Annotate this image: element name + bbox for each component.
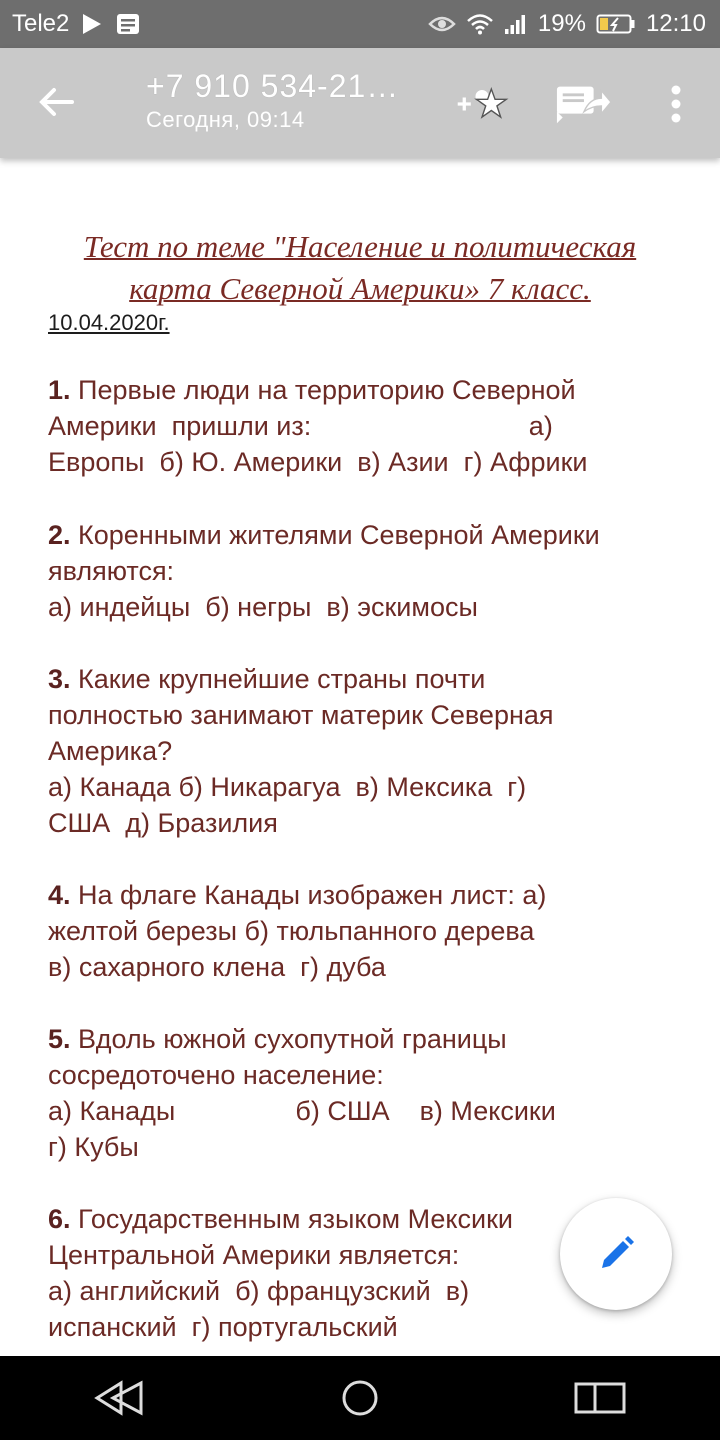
- status-bar: [0, 0, 720, 48]
- question-text: сосредоточено население:: [48, 1060, 384, 1090]
- question-number: 5.: [48, 1024, 71, 1054]
- app-bar: [0, 48, 720, 158]
- question-4: [48, 877, 678, 985]
- back-arrow-icon: [36, 82, 76, 122]
- battery-icon: [596, 13, 636, 35]
- document-title: [30, 226, 690, 310]
- question-1: [48, 372, 678, 480]
- question-number: 3.: [48, 664, 71, 694]
- message-icon: [115, 12, 141, 36]
- more-options-button[interactable]: [648, 82, 704, 126]
- question-5: [48, 1021, 678, 1165]
- question-text: Коренными жителями Северной Америки: [70, 520, 600, 550]
- answer-options: США д) Бразилия: [48, 808, 278, 838]
- add-star-icon: [454, 82, 510, 126]
- contact-title: +7 910 534-21…: [146, 68, 400, 104]
- document-title-line-1: Тест по теме "Население и политическая: [83, 229, 637, 264]
- question-number: 2.: [48, 520, 71, 550]
- more-vert-icon: [670, 84, 682, 124]
- answer-options: испанский г) португальский: [48, 1312, 398, 1342]
- question-text: Америки пришли из: а): [48, 411, 553, 441]
- clock: 12:10: [645, 10, 706, 37]
- nav-back-icon: [93, 1380, 147, 1416]
- nav-recents-button[interactable]: [560, 1368, 640, 1428]
- question-text: являются:: [48, 556, 175, 586]
- signal-icon: [504, 13, 528, 35]
- question-number: 1.: [48, 375, 71, 405]
- question-number: 6.: [48, 1204, 71, 1234]
- question-3: [48, 661, 678, 841]
- carrier-label: Tele2: [12, 10, 70, 37]
- nav-back-button[interactable]: [80, 1368, 160, 1428]
- answer-options: а) английский б) французский в): [48, 1276, 470, 1306]
- edit-fab-button[interactable]: [560, 1198, 672, 1310]
- nav-recents-icon: [573, 1381, 627, 1415]
- answer-options: а) Канады б) США в) Мексики: [48, 1096, 556, 1126]
- wifi-icon: [466, 13, 494, 35]
- question-text: Какие крупнейшие страны почти: [70, 664, 486, 694]
- document-title-line-2: карта Северной Америки» 7 класс.: [129, 271, 591, 306]
- question-text: Вдоль южной сухопутной границы: [70, 1024, 507, 1054]
- edit-pencil-icon: [596, 1234, 636, 1274]
- battery-percent: 19%: [537, 10, 586, 37]
- share-icon: [555, 82, 611, 126]
- share-button[interactable]: [555, 82, 611, 126]
- answer-options: а) индейцы б) негры в) эскимосы: [48, 592, 478, 622]
- eye-icon: [428, 14, 456, 34]
- back-button[interactable]: [36, 82, 76, 122]
- navigation-bar: [0, 1356, 720, 1440]
- nav-home-button[interactable]: [320, 1368, 400, 1428]
- add-favorite-button[interactable]: [454, 82, 510, 126]
- timestamp-subtitle: Сегодня, 09:14: [146, 107, 305, 132]
- question-2: [48, 517, 678, 625]
- answer-options: в) сахарного клена г) дуба: [48, 952, 386, 982]
- nav-home-icon: [340, 1378, 380, 1418]
- answer-options: а) Канада б) Никарагуа в) Мексика г): [48, 772, 527, 802]
- question-text: Америка?: [48, 736, 173, 766]
- answer-options: желтой березы б) тюльпанного дерева: [48, 916, 535, 946]
- document-view[interactable]: [0, 158, 720, 1356]
- question-text: Государственным языком Мексики: [70, 1204, 513, 1234]
- document-date: 10.04.2020г.: [48, 310, 170, 335]
- answer-options: г) Кубы: [48, 1132, 139, 1162]
- question-text: полностью занимают материк Северная: [48, 700, 554, 730]
- play-icon: [81, 12, 103, 36]
- question-text: Первые люди на территорию Северной: [70, 375, 576, 405]
- question-text: На флаге Канады изображен лист: а): [70, 880, 547, 910]
- answer-options: Европы б) Ю. Америки в) Азии г) Африки: [48, 447, 588, 477]
- question-text: Центральной Америки является:: [48, 1240, 460, 1270]
- conversation-header[interactable]: [146, 68, 446, 133]
- question-number: 4.: [48, 880, 71, 910]
